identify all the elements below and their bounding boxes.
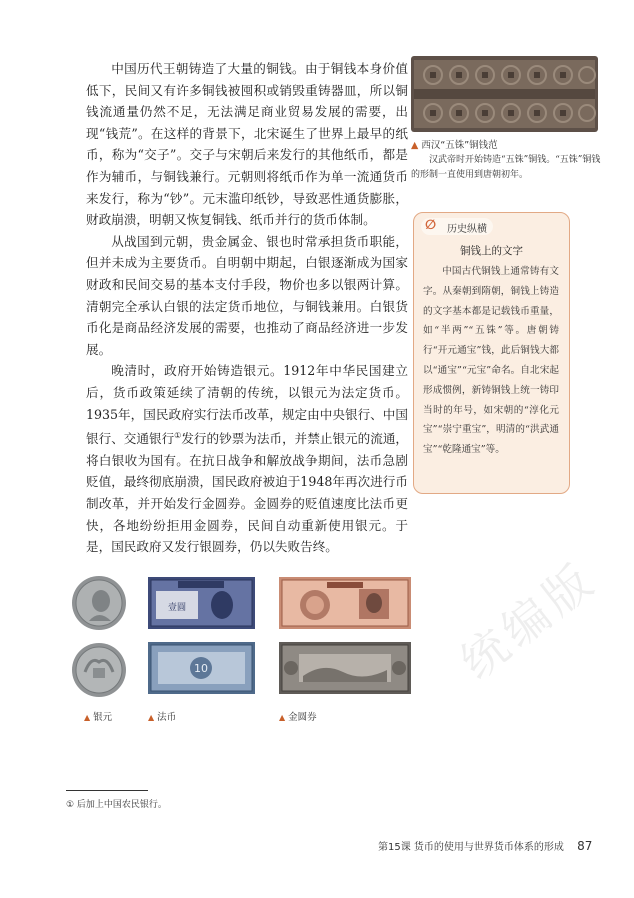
triangle-marker-icon: ▲ [411,140,419,151]
paragraph-3-start: 晚清时，政府开始铸造银元。1912年中华民国建立后，货币政策延续了清朝的传统，以银元为法定货币。1935年，国民政府实行法币改革，规定由中央银行、中国银行、交通银行 [86,363,408,447]
paragraph-3 [86,360,408,558]
watermark: 统编版 [450,551,607,690]
triangle-marker-icon: ▲ [148,713,155,722]
page-footer [378,838,592,853]
footnote-divider [66,790,148,791]
fabi-note-value: 10 [194,662,208,675]
lesson-title: 货币的使用与世界货币体系的形成 [413,842,564,853]
page-number: 87 [577,839,593,853]
fabi-note-front [148,577,255,629]
silver-coin-reverse [71,642,127,698]
history-body: 中国古代铜钱上通常铸有文字。从秦朝到隋朝，铜钱上铸造的文字基本都是记载钱币重量，如“半两”“五铢”等。唐朝铸行“开元通宝”钱，此后铜钱大都以“通宝”“元宝”命名。自北宋起形成惯例，新铸铜钱上统一铸印当时的年号，如宋朝的“淳化元宝”“崇宁重宝”，明清的“洪武通宝”“乾隆通宝”等。 [423,266,559,456]
footnote: ① 后加上中国农民银行。 [66,800,167,810]
main-text [86,58,408,558]
paragraph-2: 从战国到元朝，贵金属金、银也时常承担货币职能，但并未成为主要货币。自明朝中期起，白银逐渐成为国家财政和民间交易的基本支付手段，物价也多以银两计算。清朝完全承认白银的法定货币地位，与铜钱兼用。白银货币化是商品经济发展的需要，也推动了商品经济进一步发展。 [86,233,408,357]
lesson-number: 第15课 [378,842,411,853]
caption-jinyuanquan: ▲ 金圆券 [279,712,317,723]
caption-fabi: ▲ 法币 [148,712,177,723]
paragraph-3-end: 发行的钞票为法币，并禁止银元的流通，将白银收为国有。在抗日战争和解放战争期间，法币急剧贬值，最终彻底崩溃，国民政府被迫于1948年再次进行币制改革，并开始发行金圆券。金圆券的贬值速度比法币更快，各地纷纷拒用金圆券，民间自动重新使用银元。于是，国民政府又发行银圆券，仍以失败告终。 [86,431,409,555]
history-title: 铜钱上的文字 [460,245,523,257]
silver-coin-obverse [71,575,127,631]
caption-silver-dollar: ▲ 银元 [84,712,113,723]
fabi-denomination: 壹圓 [167,603,187,613]
footnote-ref[interactable]: ① [174,431,182,441]
coin-mould-title: 西汉“五铢”铜钱范 [421,140,498,151]
coin-mould-caption [411,138,603,183]
triangle-marker-icon: ▲ [279,713,286,722]
jinyuanquan-note-back [279,642,411,694]
history-badge-label: 历史纵横 [447,224,487,235]
fabi-note-back [148,642,255,694]
paragraph-1: 中国历代王朝铸造了大量的铜钱。由于铜钱本身价值低下，民间又有许多铜钱被囤积或销毁重铸器皿，所以铜钱流通量仍然不足，无法满足商业贸易发展的需要，出现“钱荒”。在这样的背景下，北宋诞生了世界上最早的纸币，称为“交子”。交子与宋朝后来发行的其他纸币，都是作为辅币，与铜钱兼行。元朝则将纸币作为单一流通货币来发行，称为“钞”。元末滥印纸钞，导致恶性通货膨胀，财政崩溃，明朝又恢复铜钱、纸币并行的货币体制。 [86,61,408,228]
history-badge [421,218,493,235]
history-feature-icon: ∅ [425,218,437,233]
triangle-marker-icon: ▲ [84,713,91,722]
coin-mould-description: 汉武帝时开始铸造“五铢”铜钱。“五铢”铜钱的形制一直使用到唐朝初年。 [411,155,601,180]
jinyuanquan-note-front [279,577,411,629]
coin-mould-photo [411,56,598,132]
